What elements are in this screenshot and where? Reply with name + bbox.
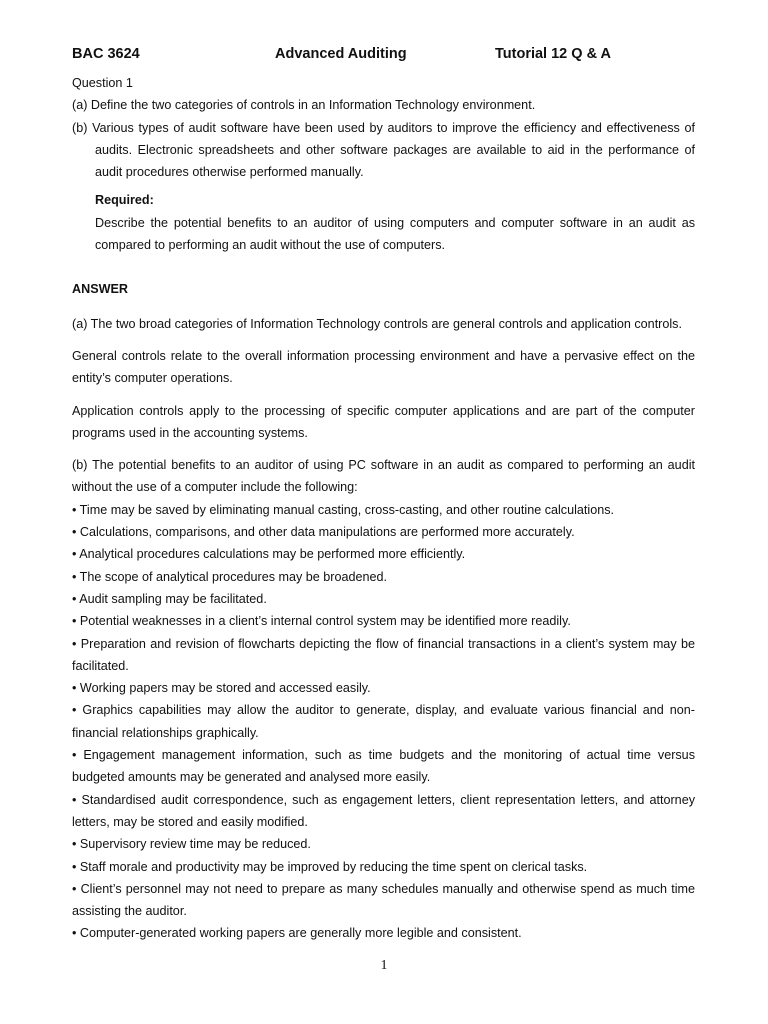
course-title: Advanced Auditing	[275, 46, 407, 62]
answer-heading: ANSWER	[72, 282, 128, 297]
page-header	[72, 46, 696, 68]
list-item: • Time may be saved by eliminating manual casting, cross-casting, and other routine calculations.	[72, 502, 615, 517]
document-body	[72, 72, 695, 945]
list-item: • Computer-generated working papers are generally more legible and consistent.	[72, 926, 522, 941]
general-controls-paragraph: General controls relate to the overall information processing environment and have a pervasive effect on the entity’s computer operations.	[72, 348, 695, 386]
list-item: • Supervisory review time may be reduced.	[72, 837, 311, 852]
answer-part-b-intro: (b) The potential benefits to an auditor of using PC software in an audit as compared to performing an audit without the use of a computer include the following:	[72, 458, 695, 495]
list-item: • The scope of analytical procedures may be broadened.	[72, 569, 388, 584]
question-part-a: (a) Define the two categories of controls in an Information Technology environment.	[72, 98, 536, 113]
answer-part-a-intro: (a) The two broad categories of Information Technology controls are general controls and application controls.	[72, 316, 682, 331]
list-item: • Potential weaknesses in a client’s internal control system may be identified more readily.	[72, 614, 571, 629]
list-item: • Audit sampling may be facilitated.	[72, 591, 267, 606]
question-label: Question 1	[72, 76, 133, 90]
question-part-b: (b) Various types of audit software have been used by auditors to improve the efficiency and effectiveness of audits. Electronic spreadsheets and other software packages are available to aid in the performance of audit procedures otherwise performed manually.	[72, 120, 695, 180]
list-item: • Client’s personnel may not need to prepare as many schedules manually and otherwise spend as much time assisting the auditor.	[72, 881, 695, 919]
list-item: • Preparation and revision of flowcharts depicting the flow of financial transactions in a client’s system may be facilitated.	[72, 636, 695, 673]
application-controls-paragraph: Application controls apply to the processing of specific computer applications and are part of the computer programs used in the accounting systems.	[72, 403, 695, 440]
tutorial-label: Tutorial 12 Q & A	[495, 46, 612, 62]
list-item: • Engagement management information, such as time budgets and the monitoring of actual time versus budgeted amounts may be generated and analysed more easily.	[72, 748, 695, 785]
required-text: Describe the potential benefits to an auditor of using computers and computer software in an audit as compared to performing an audit without the use of computers.	[95, 215, 695, 253]
list-item: • Working papers may be stored and accessed easily.	[72, 681, 371, 696]
benefits-list	[72, 499, 695, 945]
required-label: Required:	[95, 193, 154, 208]
list-item: • Calculations, comparisons, and other data manipulations are performed more accurately.	[72, 525, 575, 540]
list-item: • Staff morale and productivity may be improved by reducing the time spent on clerical tasks.	[72, 859, 588, 874]
page-number: 1	[380, 958, 388, 973]
list-item: • Analytical procedures calculations may be performed more efficiently.	[72, 547, 466, 562]
list-item: • Standardised audit correspondence, such as engagement letters, client representation letters, and attorney letters, may be stored and easily modified.	[72, 792, 695, 829]
list-item: • Graphics capabilities may allow the auditor to generate, display, and evaluate various financial and non-financial relationships graphically.	[72, 703, 695, 740]
course-code: BAC 3624	[72, 46, 140, 62]
